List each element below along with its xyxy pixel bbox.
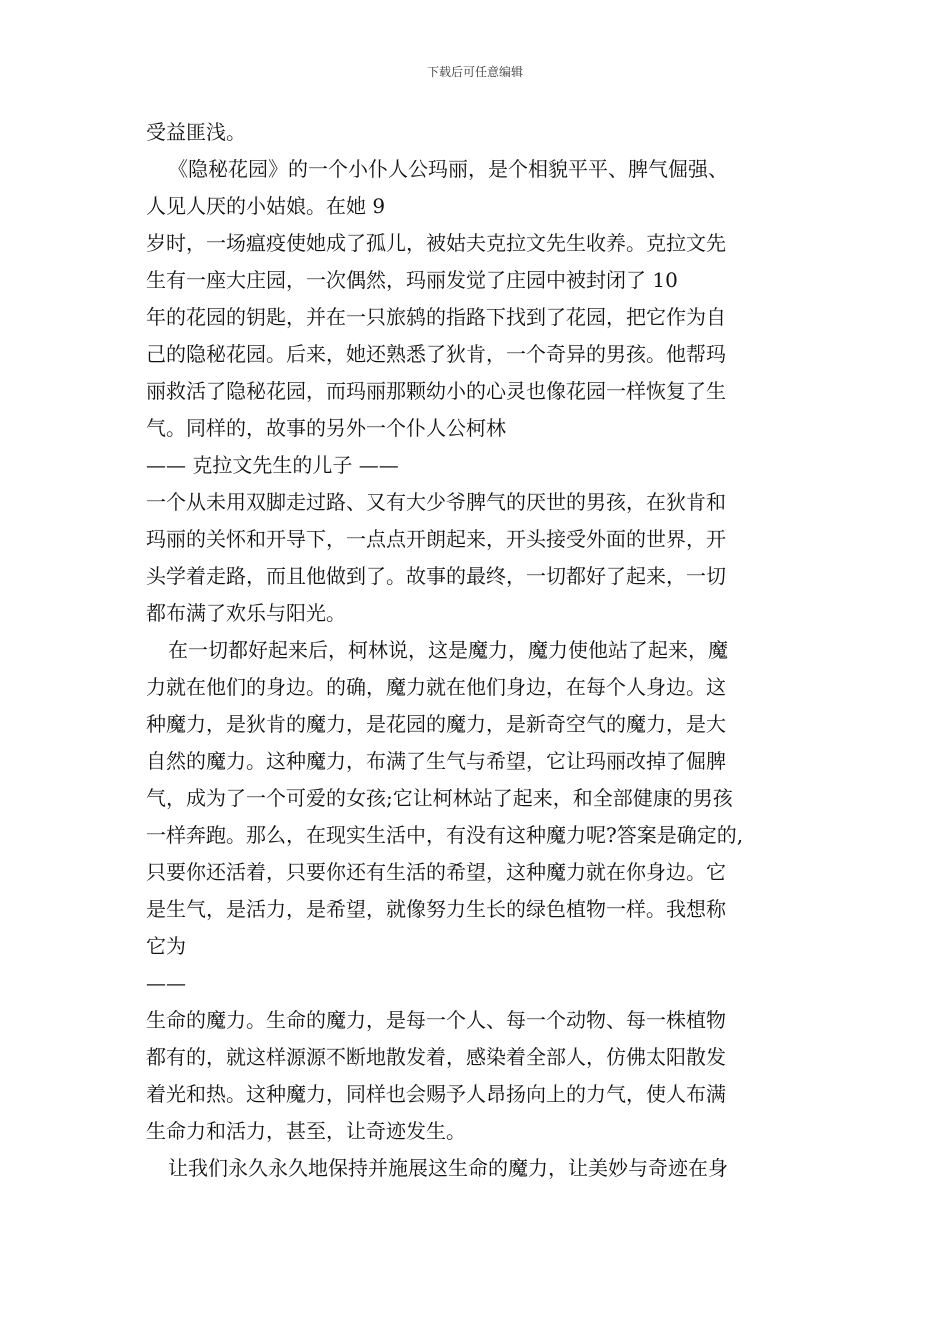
page-header: 下载后可任意编辑 xyxy=(426,65,523,79)
text-line: 生有一座大庄园，一次偶然，玛丽发觉了庄园中被封闭了 10 xyxy=(146,268,678,292)
text-line: 气，成为了一个可爱的女孩;它让柯林站了起来，和全部健康的男孩 xyxy=(146,786,733,810)
text-line: —— xyxy=(146,971,186,995)
text-line: 都布满了欢乐与阳光。 xyxy=(146,601,346,625)
document-body xyxy=(146,114,826,1187)
text-line: 力就在他们的身边。的确，魔力就在他们身边，在每个人身边。这 xyxy=(146,675,726,699)
text-line: 玛丽的关怀和开导下，一点点开朗起来，开头接受外面的世界，开 xyxy=(146,527,726,551)
text-line: 丽救活了隐秘花园，而玛丽那颗幼小的心灵也像花园一样恢复了生 xyxy=(146,379,726,403)
text-line: 人见人厌的小姑娘。在她 9 xyxy=(146,194,386,218)
text-line: 岁时，一场瘟疫使她成了孤儿，被姑夫克拉文先生收养。克拉文先 xyxy=(146,231,726,255)
text-line: 着光和热。这种魔力，同样也会赐予人昂扬向上的力气，使人布满 xyxy=(146,1082,726,1106)
text-line: 只要你还活着，只要你还有生活的希望，这种魔力就在你身边。它 xyxy=(146,860,726,884)
text-line: 生命力和活力，甚至，让奇迹发生。 xyxy=(146,1119,466,1143)
text-line: 一个从未用双脚走过路、又有大少爷脾气的厌世的男孩，在狄肯和 xyxy=(146,490,726,514)
text-line: —— 克拉文先生的儿子 —— xyxy=(146,453,399,477)
text-line: 让我们永久永久地保持并施展这生命的魔力，让美妙与奇迹在身 xyxy=(168,1156,728,1180)
text-line: 自然的魔力。这种魔力，布满了生气与希望，它让玛丽改掉了倔脾 xyxy=(146,749,726,773)
text-line: 头学着走路，而且他做到了。故事的最终，一切都好了起来，一切 xyxy=(146,564,726,588)
text-line: 气。同样的，故事的另外一个仆人公柯林 xyxy=(146,416,506,440)
text-line: 己的隐秘花园。后来，她还熟悉了狄肯，一个奇异的男孩。他帮玛 xyxy=(146,342,726,366)
text-line: 受益匪浅。 xyxy=(146,120,246,144)
text-line: 是生气，是活力，是希望，就像努力生长的绿色植物一样。我想称 xyxy=(146,897,726,921)
text-line: 《隐秘花园》的一个小仆人公玛丽，是个相貌平平、脾气倔强、 xyxy=(168,157,728,181)
text-line: 年的花园的钥匙，并在一只旅鸫的指路下找到了花园，把它作为自 xyxy=(146,305,726,329)
text-line: 生命的魔力。生命的魔力，是每一个人、每一个动物、每一株植物 xyxy=(146,1008,726,1032)
text-line: 在一切都好起来后，柯林说，这是魔力，魔力使他站了起来，魔 xyxy=(168,638,728,662)
text-line: 它为 xyxy=(146,934,186,958)
text-line: 种魔力，是狄肯的魔力，是花园的魔力，是新奇空气的魔力，是大 xyxy=(146,712,726,736)
text-line: 都有的，就这样源源不断地散发着，感染着全部人，仿佛太阳散发 xyxy=(146,1045,726,1069)
text-line: 一样奔跑。那么，在现实生活中，有没有这种魔力呢?答案是确定的, xyxy=(146,823,744,847)
